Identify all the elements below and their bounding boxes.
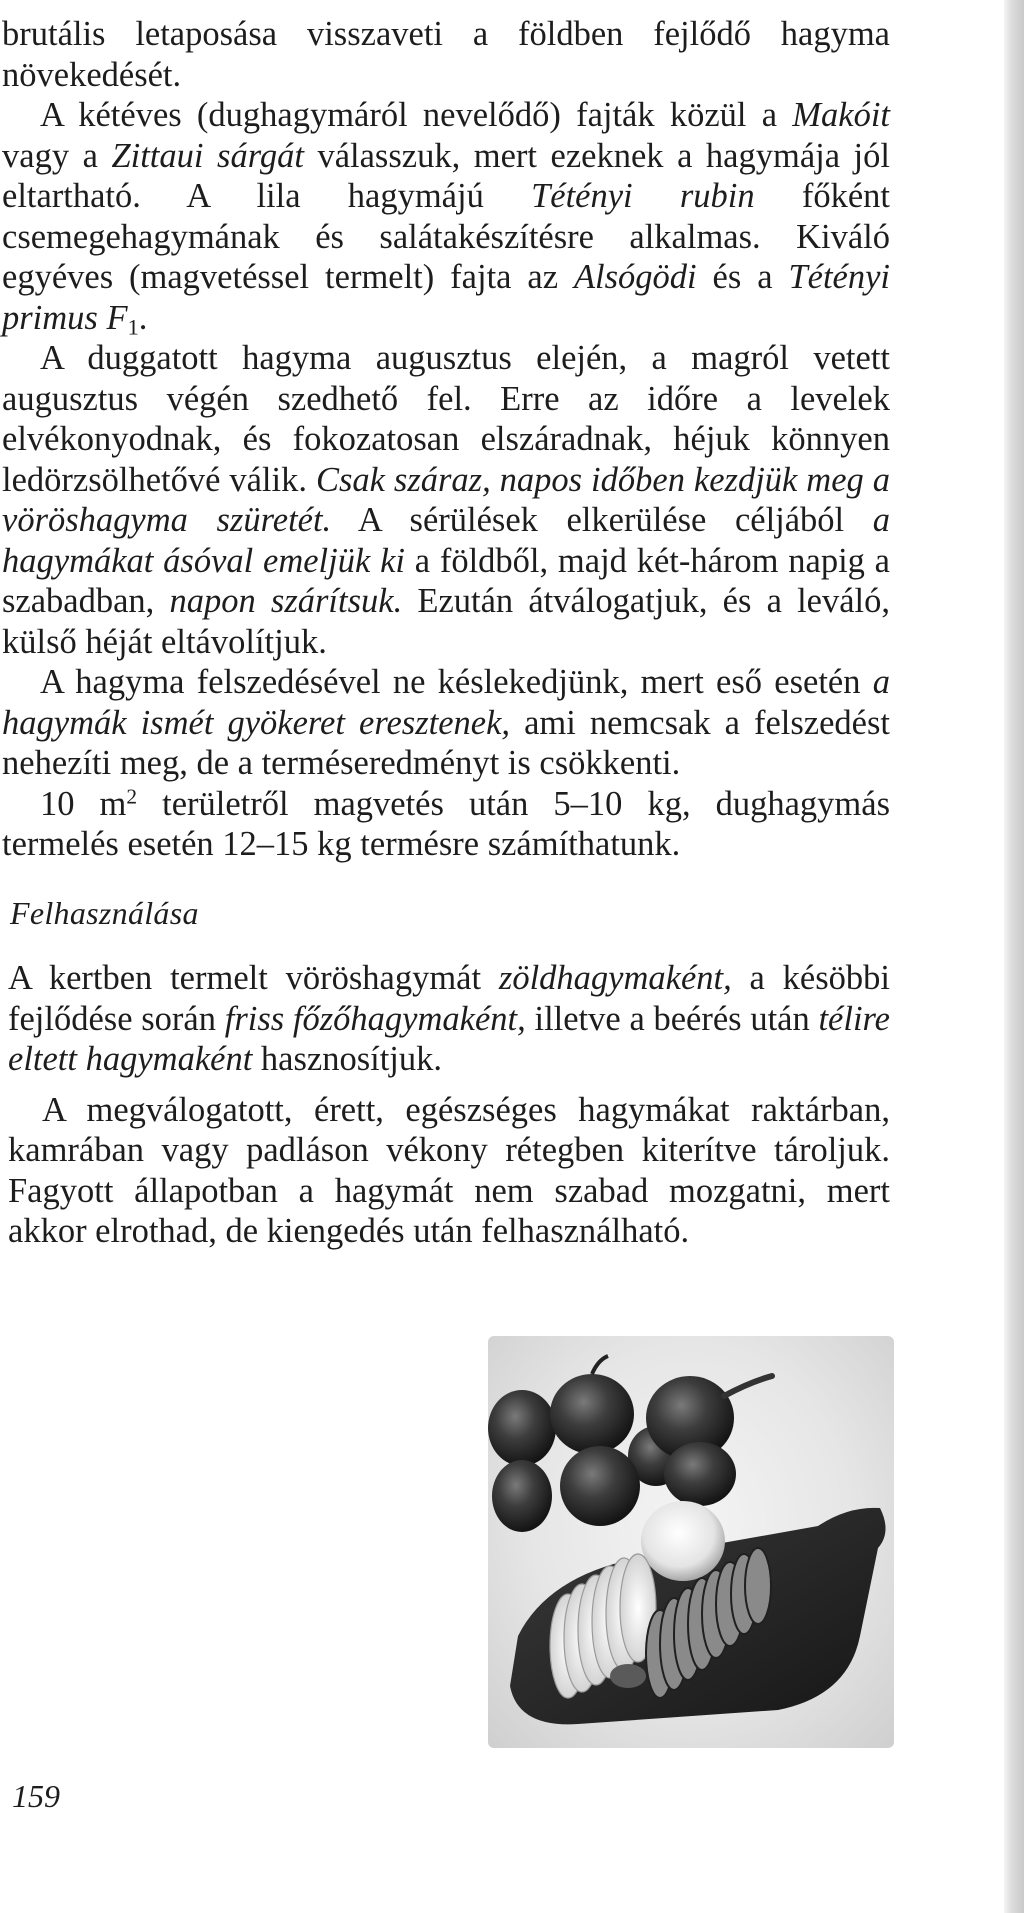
- onions-photo: [488, 1336, 894, 1748]
- page-edge-shadow: [1004, 0, 1024, 1913]
- section-heading: Felhasználása: [10, 895, 199, 931]
- paragraph-yield: 10 $m^2$ területről magvetés után 5–10 kg, dughagymás termelés esetén 12–15 kg termésre számíthatunk.: [2, 783, 890, 863]
- onions-on-cutting-board-photo-icon: [488, 1336, 894, 1748]
- paragraph-storage: A megválogatott, érett, egészséges hagymákat raktárban, kamrában vagy padláson vékony rétegben kiterítve tároljuk. Fagyott állapotban a hagymát nem szabad mozgatni, mert akkor elrothad, de kiengedés után felhasználható.: [8, 1090, 890, 1250]
- paragraph-continuation: brutális letaposása visszaveti a földben fejlődő hagyma növekedését.: [2, 15, 890, 94]
- usage-text-column: [8, 958, 890, 1252]
- paragraph-timing: A hagyma felszedésével ne késlekedjünk, mert eső esetén a hagymák ismét gyökeret eresztenek, ami nemcsak a felszedést nehezíti meg, de a terméseredményt is csökkenti.: [2, 663, 890, 782]
- paragraph-harvest: A duggatott hagyma augusztus elején, a magról vetett augusztus végén szedhető fel. Erre az időre a levelek elvékonyodnak, és fokozatosan elszáradnak, héjuk könnyen ledörzsölhetővé válik. Csak száraz, napos időben kezdjük meg a vöröshagyma szüretét. A sérülések elkerülése céljából a hagymákat ásóval emeljük ki a földből, majd két-három napig a szabadban, napon szárítsuk. Ezután átválogatjuk, és a leváló, külső héját eltávolítjuk.: [2, 339, 890, 661]
- main-text-column: [2, 14, 890, 865]
- paragraph-varieties: A kétéves (dughagymáról nevelődő) fajták közül a Makóit vagy a Zittaui sárgát válasszuk, mert ezeknek a hagymája jól eltartható. A lila hagymájú Tétényi rubin főként csemegehagymának és salátakészítésre alkalmas. Kiváló egyéves (magvetéssel termelt) fajta az Alsógödi és a Tétényi primus $F_1$.: [2, 96, 890, 340]
- page-number: 159: [12, 1778, 60, 1814]
- paragraph-usage: A kertben termelt vöröshagymát zöldhagymaként, a késöbbi fejlődése során friss főzőhagymaként, illetve a beérés után télire eltett hagymaként hasznosítjuk.: [8, 959, 890, 1078]
